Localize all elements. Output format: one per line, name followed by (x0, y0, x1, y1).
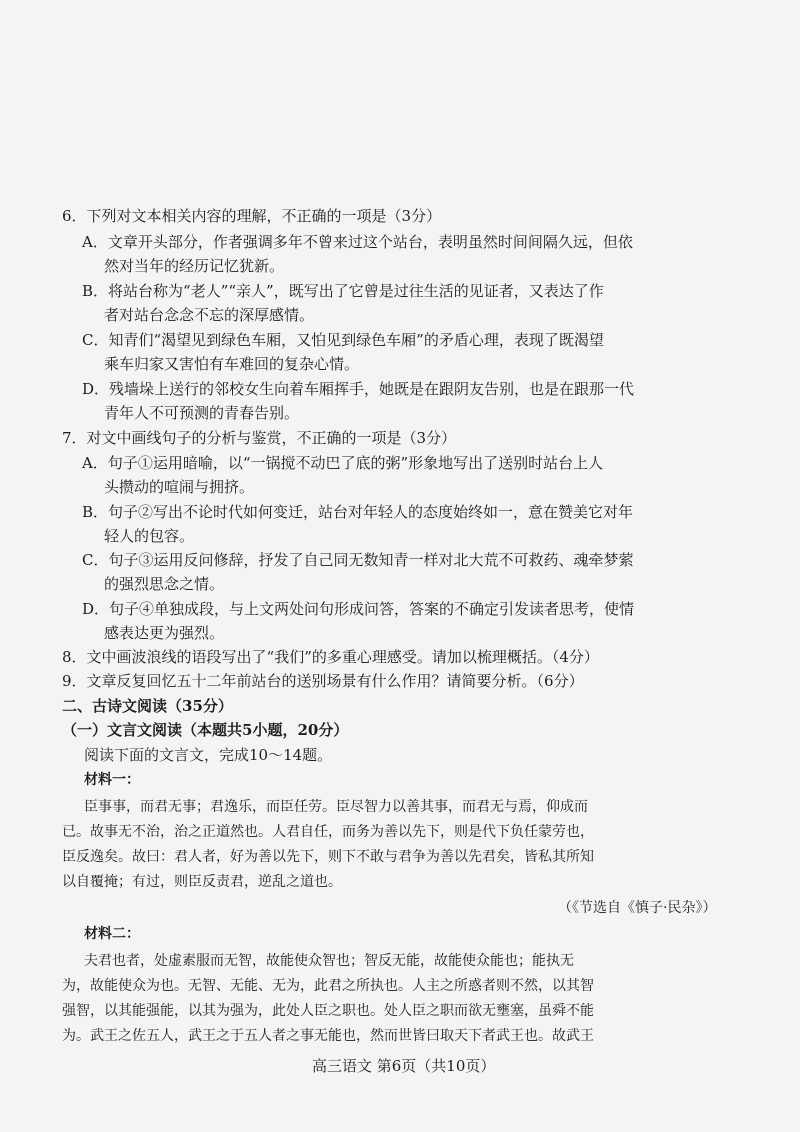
material1-source: （《节选自《慎子·民杂》） (558, 900, 717, 916)
q6-option-b-cont: 者对站台念念不忘的深厚感情。 (104, 306, 315, 324)
q7-option-c: C．句子③运用反问修辞，抒发了自己同无数知青一样对北大荒不可救药、魂牵梦萦 (82, 551, 634, 569)
material2-line: 夫君也者，处虚素服而无智，故能使众智也；智反无能，故能使众能也；能执无 (84, 953, 574, 969)
section-heading: 二、古诗文阅读（35分） (62, 697, 233, 715)
page-footer: 高三语文 第6页（共10页） (312, 1057, 496, 1075)
q6-option-a-cont: 然对当年的经历记忆犹新。 (104, 257, 285, 275)
material2-line: 为，故能使众为也。无智、无能、无为，此君之所执也。人主之所惑者则不然，以其智 (62, 978, 594, 994)
q6-option-d-cont: 青年人不可预测的青春告别。 (104, 404, 300, 422)
q6-option-c-cont: 乘车归家又害怕有车难回的复杂心情。 (104, 355, 360, 373)
material2-line: 强智，以其能强能，以其为强为，此处人臣之职也。处人臣之职而欲无壅塞，虽舜不能 (62, 1003, 594, 1019)
material1-line: 臣事事，而君无事；君逸乐，而臣任劳。臣尽智力以善其事，而君无与焉，仰成而 (84, 799, 588, 815)
q7-stem: 7．对文中画线句子的分析与鉴赏，不正确的一项是（3分） (62, 429, 457, 447)
q7-option-b: B．句子②写出不论时代如何变迁，站台对年轻人的态度始终如一，意在赞美它对年 (82, 503, 634, 521)
q6-option-d: D．残墙垛上送行的邻校女生向着车厢挥手，她既是在跟阴友告别，也是在跟那一代 (82, 380, 635, 398)
q6-option-a: A．文章开头部分，作者强调多年不曾来过这个站台，表明虽然时间间隔久远，但依 (82, 233, 633, 251)
q7-option-c-cont: 的强烈思念之情。 (104, 575, 225, 593)
instruction: 阅读下面的文言文，完成10～14题。 (84, 746, 333, 764)
q7-option-b-cont: 轻人的包容。 (104, 527, 195, 545)
material1-line: 臣反逸矣。故曰：君人者，好为善以先下，则下不敢与君争为善以先君矣，皆私其所知 (62, 849, 594, 865)
q6-option-b: B．将站台称为“老人”“亲人”，既写出了它曾是过往生活的见证者，又表达了作 (82, 282, 604, 300)
material1-label: 材料一： (84, 772, 140, 788)
material1-line: 已。故事无不治，治之正道然也。人君自任，而务为善以先下，则是代下负任蒙劳也， (62, 824, 594, 840)
q7-option-a-cont: 头攒动的喧闹与拥挤。 (104, 478, 255, 496)
q7-option-d: D．句子④单独成段，与上文两处问句形成问答，答案的不确定引发读者思考，使情 (82, 600, 635, 618)
material2-line: 为。武王之佐五人，武王之于五人者之事无能也，然而世皆曰取天下者武王也。故武王 (62, 1028, 594, 1044)
subsection-heading: （一）文言文阅读（本题共5小题，20分） (62, 721, 349, 739)
q6-option-c: C．知青们“渴望见到绿色车厢，又怕见到绿色车厢”的矛盾心理，表现了既渴望 (82, 331, 604, 349)
q7-option-a: A．句子①运用暗喻，以“一锅搅不动巴了底的粥”形象地写出了送别时站台上人 (82, 454, 604, 472)
q8: 8．文中画波浪线的语段写出了“我们”的多重心理感受。请加以梳理概括。（4分） (62, 648, 599, 666)
q7-option-d-cont: 感表达更为强烈。 (104, 624, 225, 642)
q9: 9．文章反复回忆五十二年前站台的送别场景有什么作用？请简要分析。（6分） (62, 672, 584, 690)
material1-line: 以自覆掩；有过，则臣反责君，逆乱之道也。 (62, 874, 342, 890)
q6-stem: 6．下列对文本相关内容的理解，不正确的一项是（3分） (62, 207, 442, 225)
material2-label: 材料二： (84, 926, 140, 942)
